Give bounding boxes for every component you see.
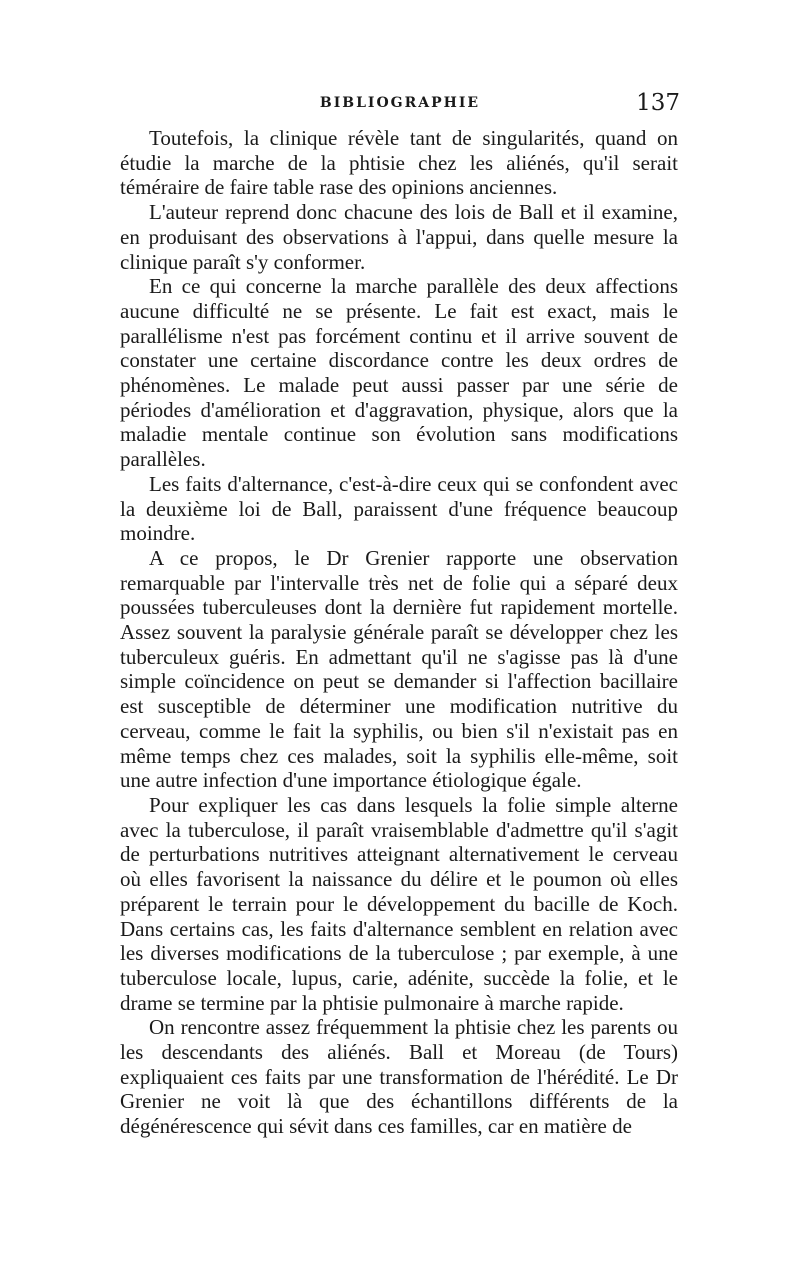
paragraph: A ce propos, le Dr Grenier rapporte une observation remarquable par l'intervalle très net de folie qui a séparé deux poussées tuberculeuses dont la dernière fut rapidement mortelle. Assez souvent la paralysie générale paraît se développer chez les tuberculeux guéris. En admettant qu'il ne s'agisse pas là d'une simple coïncidence on peut se demander si l'affection bacillaire est susceptible de déterminer une modification nutritive du cerveau, comme le fait la syphilis, ou bien s'il n'existait pas en même temps chez ces malades, soit la syphilis elle-même, soit une autre infection d'une importance étiologique égale.	[120, 545, 678, 793]
paragraph: On rencontre assez fréquemment la phtisie chez les parents ou les descendants des aliénés. Ball et Moreau (de Tours) expliquaient ces faits par une transformation de l'hérédité. Le Dr Grenier ne voit là que des échantillons différents de la dégénérescence qui sévit dans ces familles, car en matière de	[120, 1015, 678, 1139]
page-number: 137	[636, 90, 680, 116]
running-title: BIBLIOGRAPHIE	[319, 95, 481, 111]
paragraph: Les faits d'alternance, c'est-à-dire ceux qui se confondent avec la deuxième loi de Ball, paraissent d'une fréquence beaucoup moindre.	[120, 471, 678, 546]
paragraph: L'auteur reprend donc chacune des lois de Ball et il examine, en produisant des observations à l'appui, dans quelle mesure la clinique paraît s'y conformer.	[120, 200, 678, 274]
running-head	[120, 92, 680, 122]
body-text	[120, 126, 678, 1139]
paragraph: Toutefois, la clinique révèle tant de singularités, quand on étudie la marche de la phtisie chez les aliénés, qu'il serait téméraire de faire table rase des opinions anciennes.	[120, 126, 678, 200]
paragraph: En ce qui concerne la marche parallèle des deux affections aucune difficulté ne se présente. Le fait est exact, mais le parallélisme n'est pas forcément continu et il arrive souvent de constater une certaine discordance contre les deux ordres de phénomènes. Le malade peut aussi passer par une série de périodes d'amélioration et d'aggravation, physique, alors que la maladie mentale continue son évolution sans modifications parallèles.	[120, 274, 678, 472]
paragraph: Pour expliquer les cas dans lesquels la folie simple alterne avec la tuberculose, il paraît vraisemblable d'admettre qu'il s'agit de perturbations nutritives atteignant alternativement le cerveau où elles favorisent la naissance du délire et le poumon où elles préparent le terrain pour le développement du bacille de Koch. Dans certains cas, les faits d'alternance semblent en relation avec les diverses modifications de la tuberculose ; par exemple, à une tuberculose locale, lupus, carie, adénite, succède la folie, et le drame se termine par la phtisie pulmonaire à marche rapide.	[120, 792, 678, 1015]
